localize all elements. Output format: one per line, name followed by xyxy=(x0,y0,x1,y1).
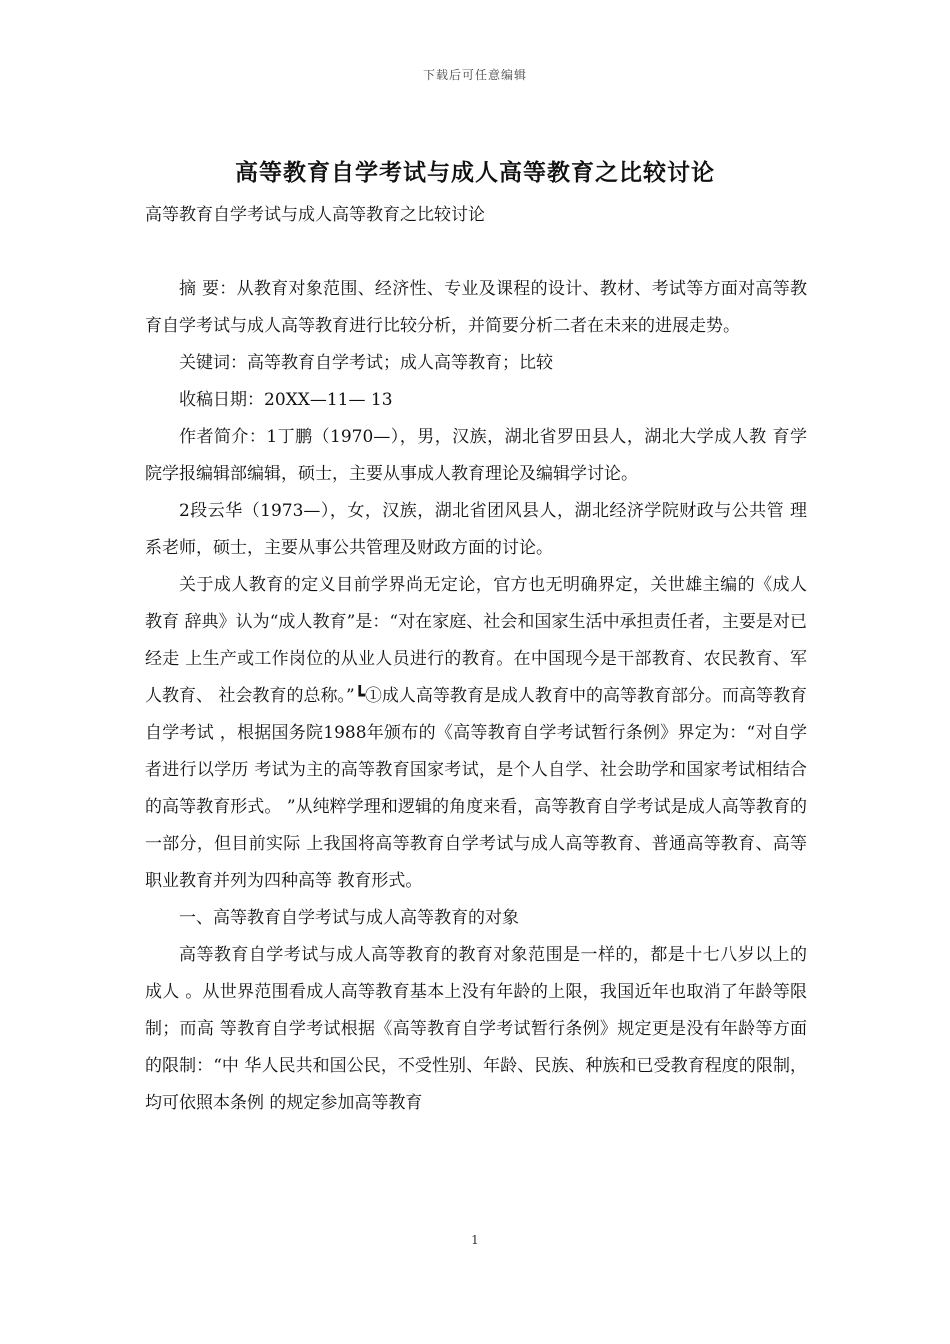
author-1-paragraph: 作者简介：1丁鹏（1970—），男，汉族，湖北省罗田县人，湖北大学成人教 育学院学报编辑部编辑，硕士，主要从事成人教育理论及编辑学讨论。 xyxy=(145,427,807,484)
author-2-paragraph: 2段云华（1973—），女，汉族，湖北省团风县人，湖北经济学院财政与公共管 理系老师，硕士，主要从事公共管理及财政方面的讨论。 xyxy=(145,501,807,558)
definition-paragraph: 关于成人教育的定义目前学界尚无定论，官方也无明确界定，关世雄主编的《成人教育 辞典》认为“成人教育”是：“对在家庭、社会和国家生活中承担责任者，主要是对已经走 上生产或工作岗位的从业人员进行的教育。在中国现今是干部教育、农民教育、军人教育、 社会教育的总称。”┗①成人高等教育是成人教育中的高等教育部分。而高等教育自学考试 ，根据国务院1988年颁布的《高等教育自学考试暂行条例》界定为：“对自学者进行以学历 考试为主的高等教育国家考试，是个人自学、社会助学和国家考试相结合的高等教育形式。 ”从纯粹学理和逻辑的角度来看，高等教育自学考试是成人高等教育的一部分，但目前实际 上我国将高等教育自学考试与成人高等教育、普通高等教育、高等职业教育并列为四种高等 教育形式。 xyxy=(145,575,807,891)
abstract-paragraph: 摘 要：从教育对象范围、经济性、专业及课程的设计、教材、考试等方面对高等教育自学考试与成人高等教育进行比较分析，并简要分析二者在未来的进展走势。 xyxy=(145,279,807,336)
received-date-paragraph: 收稿日期：20XX—11— 13 xyxy=(179,390,393,410)
section-heading: 一、高等教育自学考试与成人高等教育的对象 xyxy=(179,908,519,928)
document-title: 高等教育自学考试与成人高等教育之比较讨论 xyxy=(235,159,715,186)
section-paragraph: 高等教育自学考试与成人高等教育的教育对象范围是一样的，都是十七八岁以上的成人 。从世界范围看成人高等教育基本上没有年龄的上限，我国近年也取消了年龄等限制；而高 等教育自学考试根据《高等教育自学考试暂行条例》规定更是没有年龄等方面的限制：“中 华人民共和国公民，不受性别、年龄、民族、种族和已受教育程度的限制，均可依照本条例 的规定参加高等教育 xyxy=(145,945,807,1113)
document-subtitle: 高等教育自学考试与成人高等教育之比较讨论 xyxy=(145,205,485,225)
document-body xyxy=(145,197,807,1122)
page-number: 1 xyxy=(471,1233,479,1247)
keywords-paragraph: 关键词：高等教育自学考试；成人高等教育；比较 xyxy=(179,353,553,373)
header-note: 下载后可任意编辑 xyxy=(422,68,527,82)
